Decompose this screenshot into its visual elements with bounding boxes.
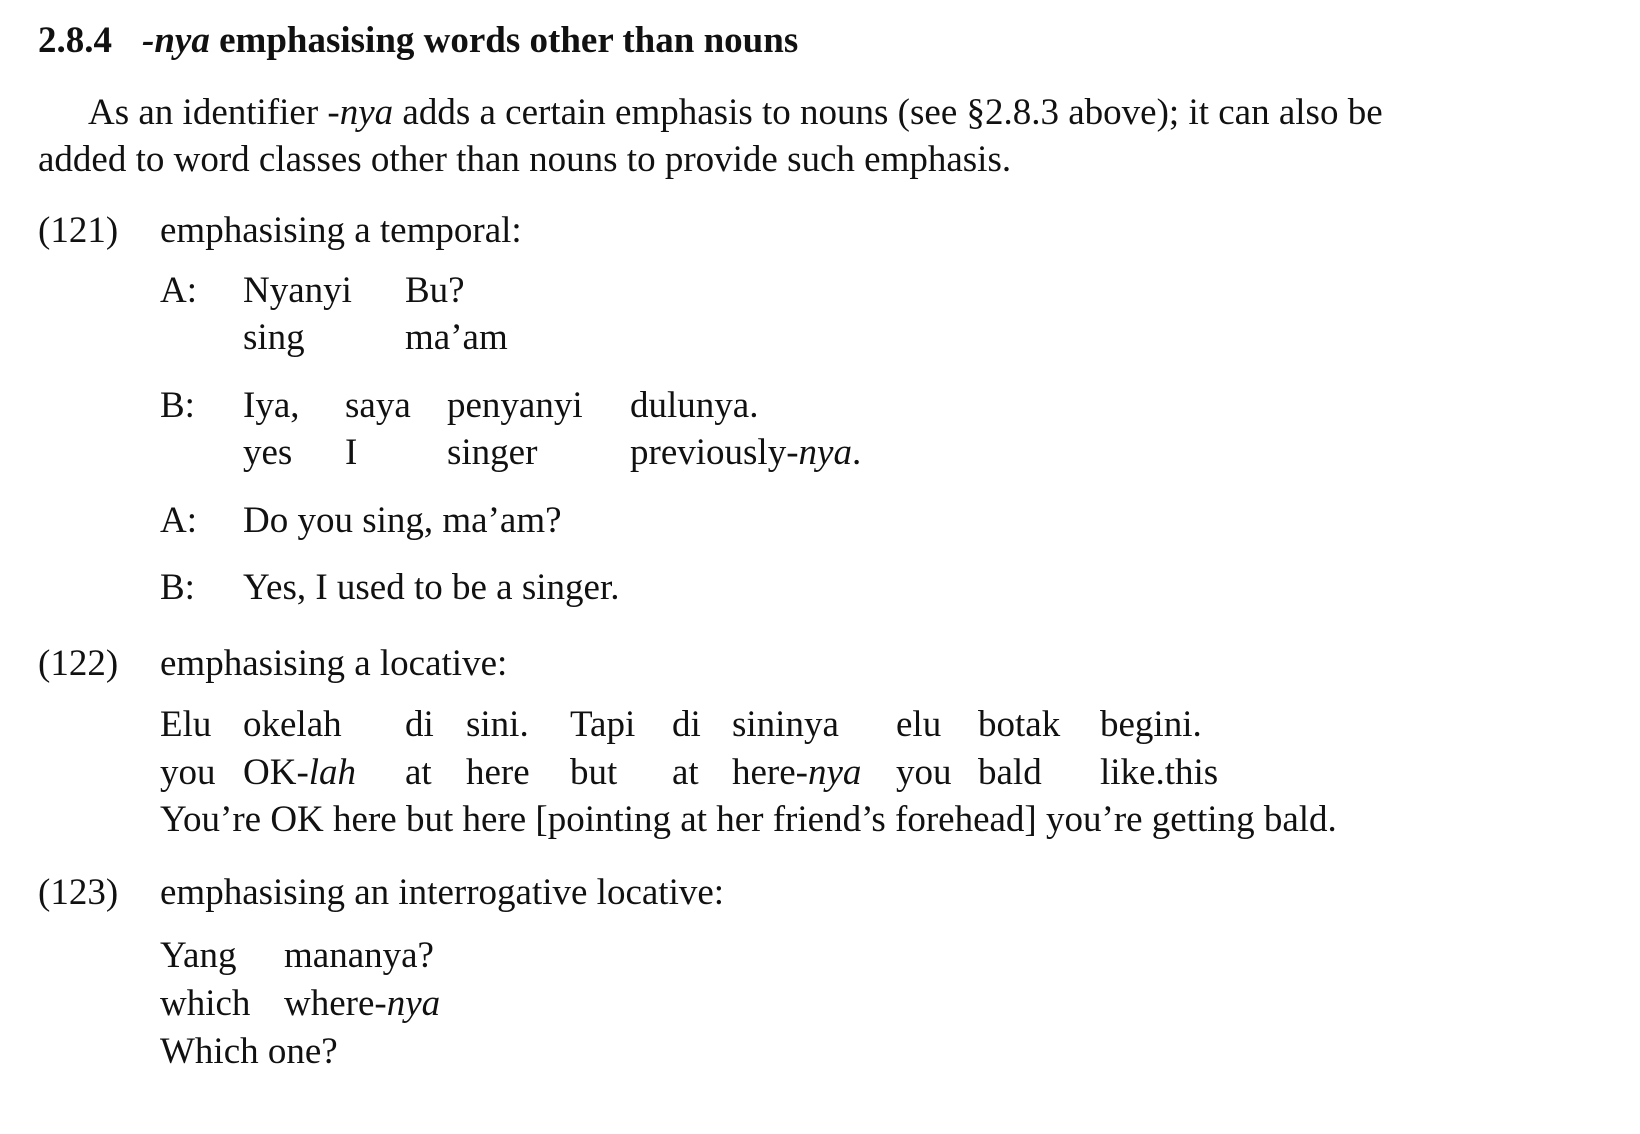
gloss: which [160,983,251,1024]
gloss: ma’am [405,317,508,358]
word: elu [896,704,942,745]
word: Elu [160,704,212,745]
speaker-label: A: [160,500,197,541]
example-number: (123) [38,872,119,913]
gloss: singer [447,432,538,473]
gloss-text: here- [732,752,808,793]
gloss-affix: nya [386,983,441,1024]
section-title-affix: -nya [142,20,210,61]
translation: Yes, I used to be a singer. [243,567,620,608]
gloss-text: . [851,432,862,473]
gloss: sing [243,317,305,358]
speaker-label: B: [160,385,195,426]
word: Yang [160,935,237,976]
gloss-text: where- [284,983,387,1024]
translation: Which one? [160,1031,338,1072]
gloss-affix: lah [308,752,357,793]
intro-affix: -nya [327,92,394,133]
section-heading [38,22,798,59]
speaker-label: A: [160,270,197,311]
word: dulunya. [630,385,759,426]
word: botak [978,704,1061,745]
gloss: at [672,752,699,793]
word: mananya? [284,935,434,976]
gloss [630,434,861,471]
word: Tapi [570,704,636,745]
gloss: I [345,432,358,473]
gloss-text: previously- [630,432,799,473]
word: sini. [466,704,529,745]
intro-text: As an identifier [88,92,328,133]
section-number: 2.8.4 [38,20,112,61]
gloss: at [405,752,432,793]
word: Iya, [243,385,300,426]
word: sininya [732,704,839,745]
translation: Do you sing, ma’am? [243,500,562,541]
example-heading: emphasising an interrogative locative: [160,872,725,913]
gloss [243,754,356,791]
word: saya [345,385,411,426]
gloss-affix: nya [808,752,862,793]
example-number: (121) [38,210,119,251]
word: Bu? [405,270,465,311]
word: Nyanyi [243,270,352,311]
gloss: you [160,752,216,793]
gloss [732,754,861,791]
gloss: yes [243,432,293,473]
section-title: emphasising words other than nouns [209,20,799,61]
speaker-label: B: [160,567,195,608]
example-heading: emphasising a temporal: [160,210,522,251]
intro-line-2: added to word classes other than nouns to provide such emphasis. [38,139,1012,180]
gloss: but [570,752,618,793]
translation: You’re OK here but here [pointing at her friend’s forehead] you’re getting bald. [160,799,1337,840]
gloss-text: OK- [243,752,309,793]
gloss: like.this [1100,752,1219,793]
gloss: here [466,752,530,793]
gloss: you [896,752,952,793]
intro-line-1 [88,94,1383,131]
word: begini. [1100,704,1202,745]
gloss: bald [978,752,1042,793]
example-heading: emphasising a locative: [160,643,508,684]
gloss-affix: nya [798,432,852,473]
word: okelah [243,704,342,745]
word: penyanyi [447,385,583,426]
intro-text: adds a certain emphasis to nouns (see §2.8.3 above); it can also be [393,92,1383,133]
word: di [405,704,434,745]
gloss [284,985,440,1022]
example-number: (122) [38,643,119,684]
word: di [672,704,701,745]
